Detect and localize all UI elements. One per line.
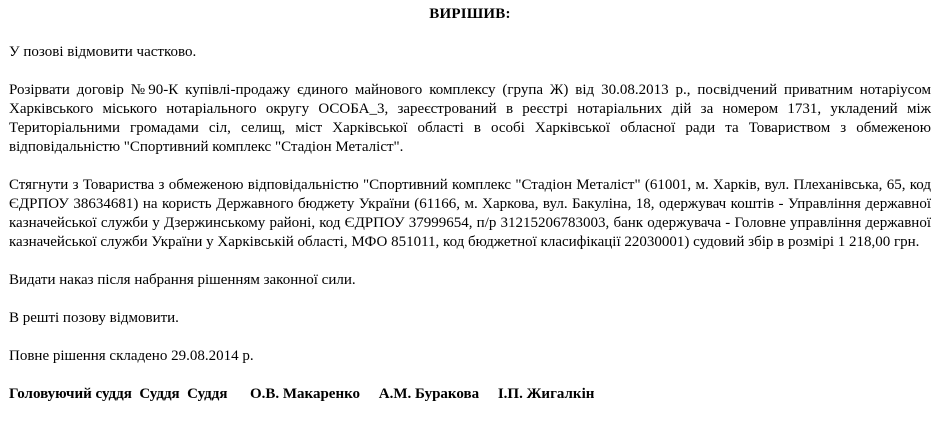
paragraph-issue-order: Видати наказ після набрання рішенням законної сили. [9, 272, 356, 288]
paragraph-partial-denial: У позові відмовити частково. [9, 44, 197, 60]
paragraph-court-fee-recovery: Стягнути з Товариства з обмеженою відповідальністю "Спортивний комплекс "Стадіон Металіст" (61001, м. Харків, вул. Плеханівська, 65, код ЄДРПОУ 38634681) на користь Державного бюджету України (61166, м. Харкова, вул. Бакуліна, 18, одержувач коштів - Управління державної казначейської служби у Дзержинському районі, код ЄДРПОУ 37999654, п/р 31215206783003, банк одержувача - Головне управління державної казначейської служби України у Харківській області, МФО 851011, код бюджетної класифікації 22030001) судовий збір в розмірі 1 218,00 грн. [9, 177, 931, 250]
paragraph-remaining-denial: В решті позову відмовити. [9, 310, 179, 326]
paragraph-contract-termination: Розірвати договір №90-К купівлі-продажу єдиного майнового комплексу (група Ж) від 30.08.2013 р., посвідчений приватним нотаріусом Харківського міського нотаріального округу ОСОБА_3, зареєстрований в реєстрі нотаріальних дій за номером 1731, укладений між Територіальними громадами сіл, селищ, міст Харківської області в особі Харківської обласної ради та Товариством з обмеженою відповідальністю "Спортивний комплекс "Стадіон Металіст". [9, 82, 931, 155]
judges-signature-line: Головуючий суддя Суддя Суддя О.В. Макаренко А.М. Буракова І.П. Жигалкін [9, 386, 595, 402]
paragraph-full-decision-date: Повне рішення складено 29.08.2014 р. [9, 348, 254, 364]
court-decision-document [9, 0, 931, 404]
decision-heading: ВИРІШИВ: [429, 6, 511, 22]
